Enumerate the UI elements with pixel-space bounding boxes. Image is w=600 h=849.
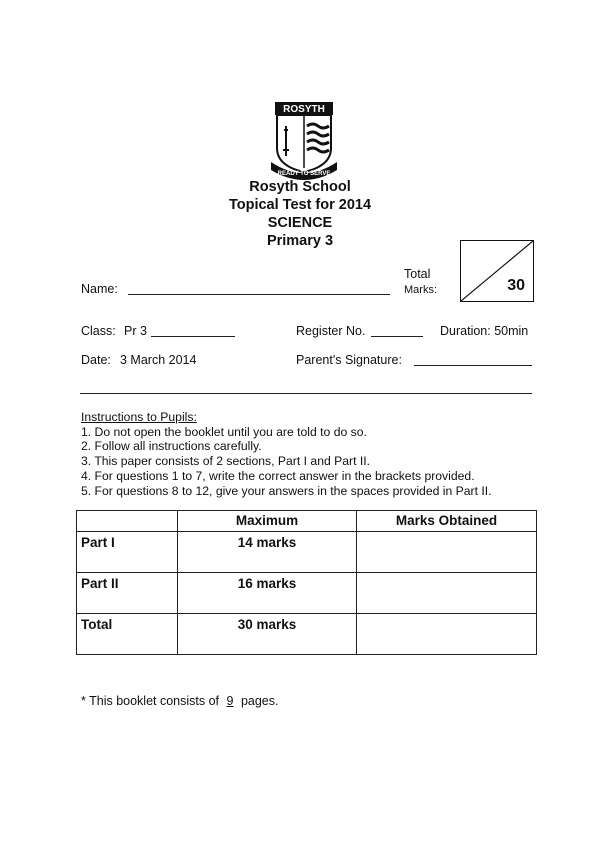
total-label: Total [404,267,431,281]
page-count-suffix: pages. [240,694,279,708]
class-value: Pr 3 [124,324,147,338]
table-header-row [77,511,537,532]
instruction-item: 2. Follow all instructions carefully. [81,439,262,454]
parent-signature-label: Parent's Signature: [296,353,402,367]
table-header-maximum: Maximum [178,511,357,532]
school-crest-logo [267,100,341,180]
table-header-obtained: Marks Obtained [357,511,537,532]
page-count-value: 9 [226,694,234,708]
subject-title: SCIENCE [267,215,333,231]
instruction-item: 5. For questions 8 to 12, give your answers in the spaces provided in Part II. [81,483,492,498]
table-cell-part: Part II [77,573,178,614]
register-field[interactable] [371,336,423,337]
date-value: 3 March 2014 [120,353,197,367]
table-cell-obtained[interactable] [357,614,537,655]
table-cell-max: 14 marks [178,532,357,573]
name-label: Name: [81,282,118,296]
table-row [77,532,537,573]
test-title: Topical Test for 2014 [228,197,372,213]
instructions-title: Instructions to Pupils: [81,410,197,424]
class-field[interactable] [151,336,235,337]
table-cell-max: 16 marks [178,573,357,614]
school-name: Rosyth School [249,179,351,195]
parent-signature-field[interactable] [414,365,532,366]
svg-text:ROSYTH: ROSYTH [283,104,325,115]
register-label: Register No. [296,324,366,338]
duration-text: Duration: 50min [440,324,529,338]
total-marks-value: 30 [507,277,525,294]
date-label: Date: [81,353,111,367]
table-row [77,573,537,614]
separator-line [80,393,532,394]
table-cell-obtained[interactable] [357,573,537,614]
level-title: Primary 3 [266,233,334,249]
table-cell-part: Total [77,614,178,655]
table-row [77,614,537,655]
instructions-list [81,425,492,499]
instruction-item: 1. Do not open the booklet until you are told to do so. [81,424,367,439]
marks-table [76,510,537,655]
name-field[interactable] [128,294,390,295]
marks-label: Marks: [404,284,437,296]
table-cell-obtained[interactable] [357,532,537,573]
instruction-item: 3. This paper consists of 2 sections, Part I and Part II. [81,454,371,469]
instruction-item: 4. For questions 1 to 7, write the correct answer in the brackets provided. [81,468,475,483]
table-cell-max: 30 marks [178,614,357,655]
page-count-prefix: * This booklet consists of [81,694,220,708]
instructions [81,410,492,498]
class-label: Class: [81,324,116,338]
page-count-note [81,694,278,708]
table-cell-part: Part I [77,532,178,573]
svg-text:READY TO SERVE: READY TO SERVE [277,171,331,177]
total-marks-box [460,240,534,302]
table-header-blank [77,511,178,532]
